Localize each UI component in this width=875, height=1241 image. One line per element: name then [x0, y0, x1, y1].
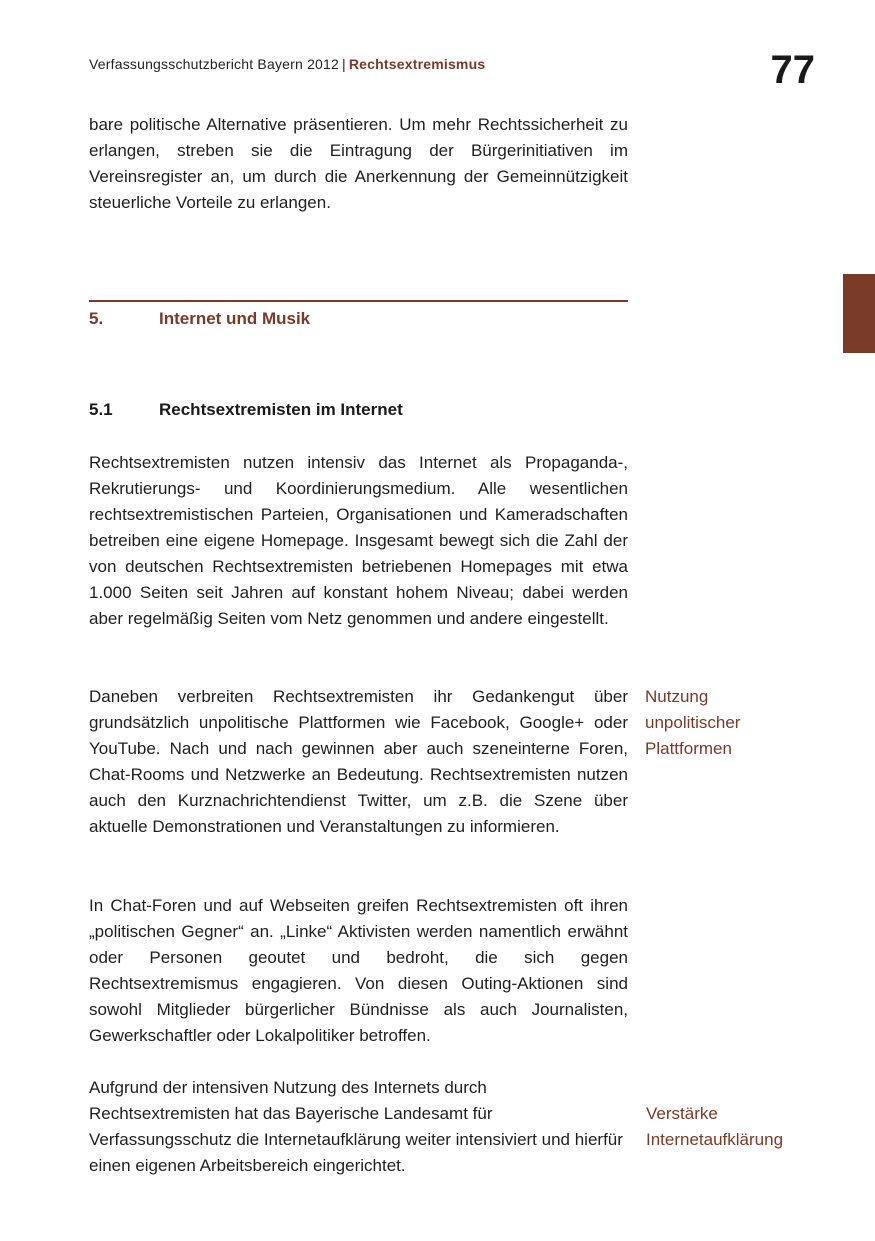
intro-paragraph: bare politische Alternative präsentieren. Um mehr Rechtssicherheit zu erlangen, streben sie die Eintragung der Bürgerinitiativen im Vereinsregister an, um durch die Anerkennung der Gemeinnützigkeit steuerliche Vorteile zu erlangen.: [89, 115, 628, 212]
paragraph-platforms: Daneben verbreiten Rechtsextremisten ihr Gedankengut über grundsätzlich unpolitische Plattformen wie Facebook, Google+ oder YouTube. Nach und nach gewinnen aber auch szeneinterne Foren, Chat-Rooms und Netzwerke an Bedeutung. Rechtsextremisten nutzen auch den Kurznachrichtendienst Twitter, um z.B. die Szene über aktuelle Demonstrationen und Veranstaltungen zu informieren.: [89, 687, 628, 836]
subchapter-number: 5.1: [89, 400, 113, 419]
margin-note-line: Verstärke: [646, 1104, 718, 1123]
header-separator: |: [342, 56, 346, 72]
paragraph-internet-surveillance: Aufgrund der intensiven Nutzung des Internets durch Rechtsextremisten hat das Bayerische Landesamt für Verfassungsschutz die Internetaufklärung weiter intensiviert und hierfür einen eigenen Arbeitsbereich eingerichtet.: [89, 1078, 623, 1175]
margin-note-line: Plattformen: [645, 739, 732, 758]
chapter-number: 5.: [89, 309, 104, 328]
paragraph-internet-usage: Rechtsextremisten nutzen intensiv das Internet als Propaganda-, Rekrutierungs- und Koordinierungsmedium. Alle wesentlichen rechtsextremistischen Parteien, Organisationen und Kameradschaften betreiben eine eigene Homepage. Insgesamt bewegt sich die Zahl der von deutschen Rechtsextremisten betriebenen Homepages mit etwa 1.000 Seiten seit Jahren auf konstant hohem Niveau; dabei werden aber regelmäßig Seiten vom Netz genommen und andere eingestellt.: [89, 453, 628, 628]
margin-note-surveillance: [646, 1101, 783, 1153]
publication-title: Verfassungsschutzbericht Bayern 2012: [89, 56, 340, 72]
subchapter-heading: [89, 400, 403, 420]
chapter-heading: [89, 309, 310, 329]
page-number: 77: [770, 48, 815, 92]
running-header: [89, 56, 485, 72]
paragraph-outing: In Chat-Foren und auf Webseiten greifen Rechtsextremisten oft ihren „politischen Gegner“ an. „Linke“ Aktivisten werden namentlich erwähnt oder Personen geoutet und bedroht, die sich gegen Rechtsextremismus engagieren. Von diesen Outing-Aktionen sind sowohl Mitglieder bürgerlicher Bündnisse als auch Journalisten, Gewerkschaftler oder Lokalpolitiker betroffen.: [89, 896, 628, 1045]
chapter-tab-marker: [843, 274, 875, 353]
margin-note-line: Nutzung: [645, 687, 709, 706]
chapter-rule: [89, 300, 628, 302]
margin-note-platforms: [645, 684, 740, 762]
margin-note-line: Internetaufklärung: [646, 1130, 784, 1149]
margin-note-line: unpolitischer: [645, 713, 741, 732]
subchapter-title: Rechtsextremisten im Internet: [159, 400, 403, 419]
chapter-title: Internet und Musik: [159, 309, 311, 328]
section-title: Rechtsextremismus: [348, 56, 486, 72]
